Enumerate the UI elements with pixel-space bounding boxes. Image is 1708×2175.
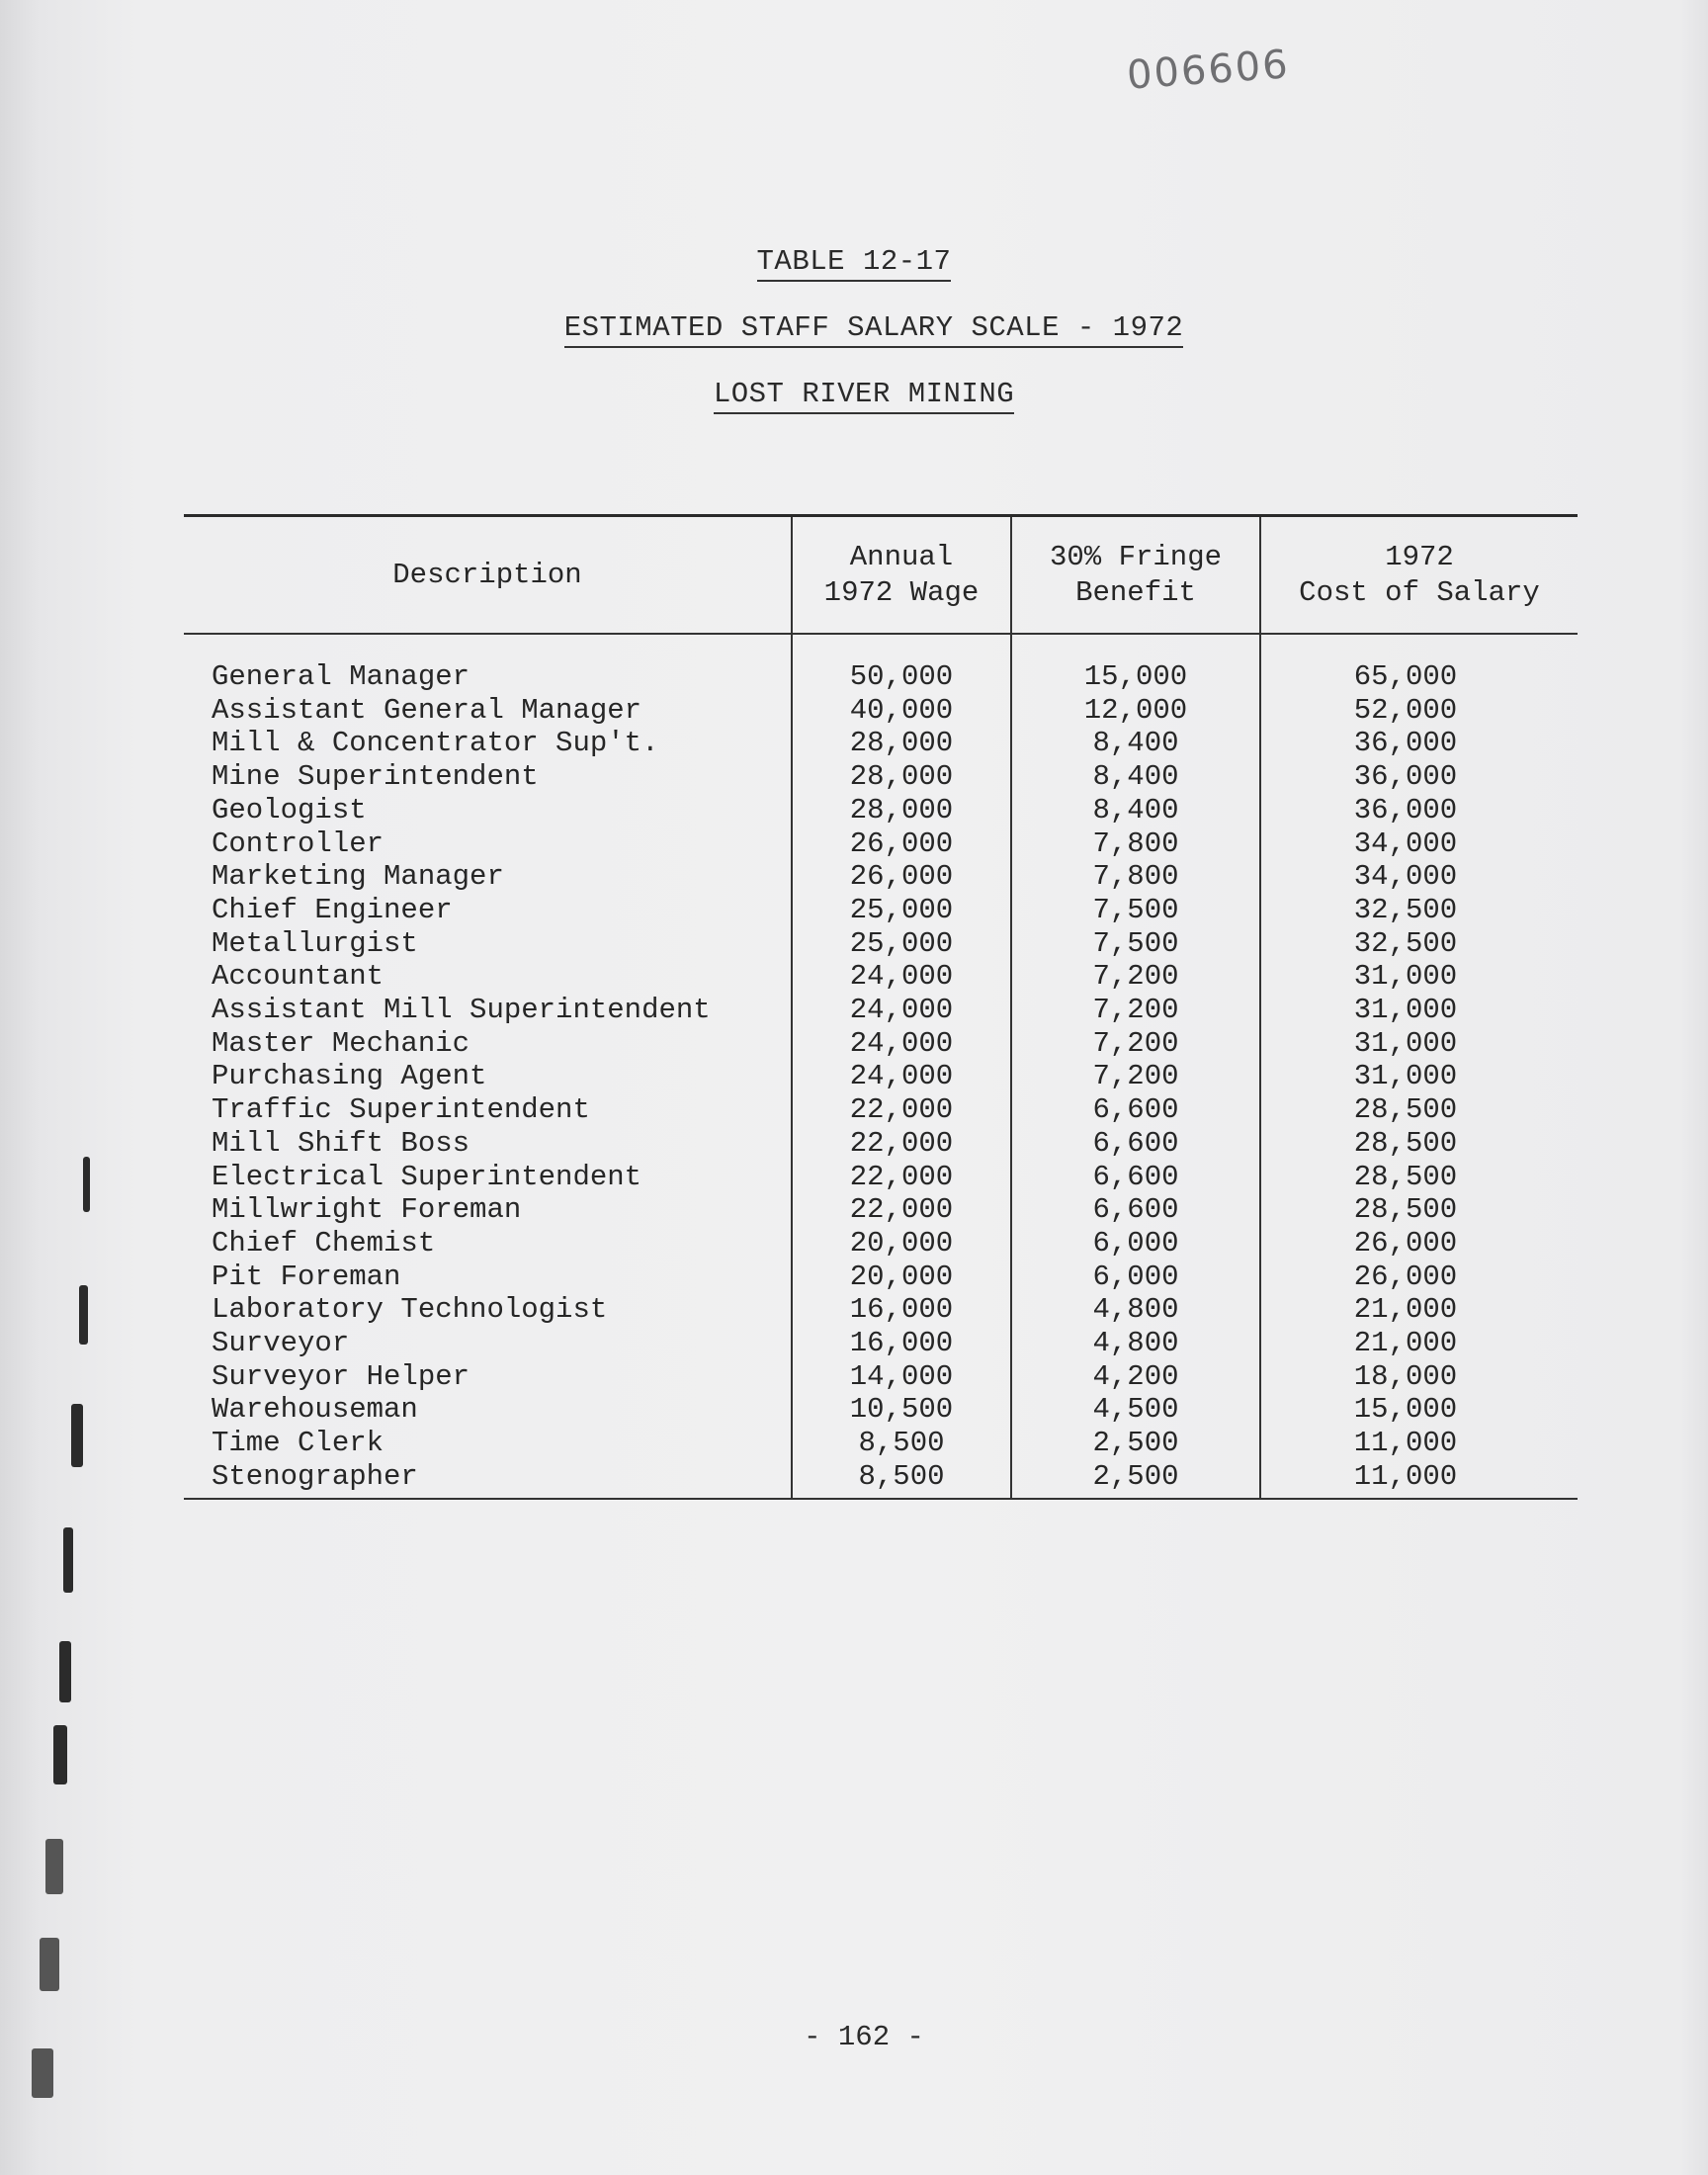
table-row <box>184 1027 1578 1061</box>
cell-annual-wage: 28,000 <box>792 760 1011 794</box>
cell-description: Assistant General Manager <box>212 693 642 727</box>
table-row <box>184 960 1578 994</box>
cell-cost-of-salary: 36,000 <box>1260 794 1578 827</box>
cell-description: Metallurgist <box>212 926 418 960</box>
cell-cost-of-salary: 52,000 <box>1260 694 1578 728</box>
header-description: Description <box>184 516 792 635</box>
cell-description: Mill Shift Boss <box>212 1126 470 1160</box>
cell-cost-of-salary: 15,000 <box>1260 1393 1578 1427</box>
cell-fringe-benefit: 7,200 <box>1011 960 1260 994</box>
cell-description: Time Clerk <box>212 1427 384 1460</box>
cell-description: Surveyor Helper <box>212 1359 470 1393</box>
table-row <box>184 1460 1578 1499</box>
cell-cost-of-salary: 32,500 <box>1260 927 1578 961</box>
cell-cost-of-salary: 31,000 <box>1260 994 1578 1027</box>
cell-annual-wage: 16,000 <box>792 1293 1011 1327</box>
cell-cost-of-salary: 32,500 <box>1260 894 1578 927</box>
binding-mark <box>79 1285 88 1345</box>
binding-mark <box>53 1725 67 1784</box>
cell-description: Geologist <box>212 793 367 826</box>
cell-annual-wage: 24,000 <box>792 960 1011 994</box>
cell-cost-of-salary: 21,000 <box>1260 1293 1578 1327</box>
page-number: - 162 - <box>804 2021 924 2053</box>
table-row <box>184 1360 1578 1394</box>
cell-description: Mill & Concentrator Sup't. <box>212 727 659 760</box>
cell-fringe-benefit: 7,800 <box>1011 827 1260 861</box>
handwritten-document-number: 006606 <box>1125 42 1292 99</box>
cell-annual-wage: 28,000 <box>792 794 1011 827</box>
cell-description: Electrical Superintendent <box>212 1160 642 1193</box>
cell-fringe-benefit: 15,000 <box>1011 634 1260 694</box>
cell-annual-wage: 14,000 <box>792 1360 1011 1394</box>
binding-mark <box>32 2048 53 2098</box>
table-row <box>184 1193 1578 1227</box>
table-row <box>184 760 1578 794</box>
table-row <box>184 1060 1578 1093</box>
cell-description: Master Mechanic <box>212 1026 470 1060</box>
cell-fringe-benefit: 7,200 <box>1011 994 1260 1027</box>
cell-annual-wage: 24,000 <box>792 1060 1011 1093</box>
cell-annual-wage: 20,000 <box>792 1227 1011 1261</box>
header-annual-wage: Annual 1972 Wage <box>792 516 1011 635</box>
cell-fringe-benefit: 6,600 <box>1011 1193 1260 1227</box>
cell-fringe-benefit: 6,600 <box>1011 1093 1260 1127</box>
cell-annual-wage: 8,500 <box>792 1460 1011 1499</box>
table-row <box>184 1093 1578 1127</box>
cell-annual-wage: 24,000 <box>792 1027 1011 1061</box>
cell-fringe-benefit: 8,400 <box>1011 760 1260 794</box>
cell-annual-wage: 22,000 <box>792 1193 1011 1227</box>
cell-cost-of-salary: 28,500 <box>1260 1093 1578 1127</box>
cell-fringe-benefit: 6,000 <box>1011 1261 1260 1294</box>
cell-fringe-benefit: 7,200 <box>1011 1027 1260 1061</box>
cell-description: Traffic Superintendent <box>212 1093 590 1127</box>
cell-cost-of-salary: 31,000 <box>1260 1060 1578 1093</box>
cell-annual-wage: 24,000 <box>792 994 1011 1027</box>
cell-description: Purchasing Agent <box>212 1060 487 1093</box>
cell-cost-of-salary: 34,000 <box>1260 860 1578 894</box>
cell-description: Chief Chemist <box>212 1226 436 1260</box>
cell-fringe-benefit: 7,500 <box>1011 927 1260 961</box>
table-row <box>184 794 1578 827</box>
table-title-text: ESTIMATED STAFF SALARY SCALE - 1972 <box>564 311 1184 348</box>
cell-cost-of-salary: 65,000 <box>1260 634 1578 694</box>
cell-fringe-benefit: 2,500 <box>1011 1427 1260 1460</box>
cell-annual-wage: 8,500 <box>792 1427 1011 1460</box>
binding-mark <box>59 1641 71 1702</box>
binding-mark <box>63 1527 73 1593</box>
table-row <box>184 1327 1578 1360</box>
cell-cost-of-salary: 28,500 <box>1260 1127 1578 1161</box>
cell-description: Chief Engineer <box>212 893 453 926</box>
cell-fringe-benefit: 6,000 <box>1011 1227 1260 1261</box>
cell-cost-of-salary: 26,000 <box>1260 1227 1578 1261</box>
cell-annual-wage: 26,000 <box>792 860 1011 894</box>
table-row <box>184 927 1578 961</box>
cell-description: Stenographer <box>184 1460 792 1499</box>
cell-description: Controller <box>212 826 384 860</box>
cell-fringe-benefit: 6,600 <box>1011 1161 1260 1194</box>
binding-mark <box>45 1839 63 1894</box>
table-row <box>184 1227 1578 1261</box>
cell-description: Mine Superintendent <box>212 760 539 794</box>
cell-fringe-benefit: 7,500 <box>1011 894 1260 927</box>
table-number <box>0 245 1708 278</box>
cell-description: Marketing Manager <box>212 860 504 894</box>
cell-cost-of-salary: 36,000 <box>1260 760 1578 794</box>
table-row <box>184 694 1578 728</box>
table-body <box>184 634 1578 1499</box>
cell-annual-wage: 22,000 <box>792 1127 1011 1161</box>
cell-description: Assistant Mill Superintendent <box>212 994 711 1027</box>
cell-cost-of-salary: 26,000 <box>1260 1261 1578 1294</box>
cell-description: General Manager <box>212 660 470 693</box>
cell-cost-of-salary: 36,000 <box>1260 727 1578 760</box>
cell-annual-wage: 22,000 <box>792 1161 1011 1194</box>
header-fringe-benefit: 30% Fringe Benefit <box>1011 516 1260 635</box>
cell-fringe-benefit: 7,800 <box>1011 860 1260 894</box>
cell-cost-of-salary: 28,500 <box>1260 1193 1578 1227</box>
cell-cost-of-salary: 11,000 <box>1260 1460 1578 1499</box>
cell-cost-of-salary: 11,000 <box>1260 1427 1578 1460</box>
table-row <box>184 1293 1578 1327</box>
cell-cost-of-salary: 31,000 <box>1260 1027 1578 1061</box>
table-title <box>0 311 1708 344</box>
table-header-row <box>184 516 1578 635</box>
cell-fringe-benefit: 8,400 <box>1011 794 1260 827</box>
table-subtitle-text: LOST RIVER MINING <box>714 378 1014 414</box>
cell-annual-wage: 26,000 <box>792 827 1011 861</box>
cell-fringe-benefit: 4,500 <box>1011 1393 1260 1427</box>
cell-cost-of-salary: 31,000 <box>1260 960 1578 994</box>
cell-description: Surveyor <box>212 1327 350 1360</box>
table-row <box>184 727 1578 760</box>
cell-annual-wage: 25,000 <box>792 894 1011 927</box>
binding-mark <box>71 1404 83 1467</box>
cell-description: Warehouseman <box>212 1393 418 1427</box>
table-row <box>184 1161 1578 1194</box>
table-row <box>184 1427 1578 1460</box>
table-row <box>184 894 1578 927</box>
table-row <box>184 1393 1578 1427</box>
cell-fringe-benefit: 6,600 <box>1011 1127 1260 1161</box>
cell-description: Laboratory Technologist <box>212 1293 608 1327</box>
cell-cost-of-salary: 28,500 <box>1260 1161 1578 1194</box>
cell-fringe-benefit: 12,000 <box>1011 694 1260 728</box>
cell-annual-wage: 20,000 <box>792 1261 1011 1294</box>
cell-description: Millwright Foreman <box>212 1193 522 1227</box>
table-row <box>184 1127 1578 1161</box>
cell-fringe-benefit: 7,200 <box>1011 1060 1260 1093</box>
table-row <box>184 860 1578 894</box>
table-row <box>184 634 1578 694</box>
salary-table <box>184 514 1578 1500</box>
header-cost-of-salary: 1972 Cost of Salary <box>1260 516 1578 635</box>
binding-mark <box>40 1938 59 1991</box>
cell-fringe-benefit: 4,800 <box>1011 1293 1260 1327</box>
table-row <box>184 827 1578 861</box>
cell-annual-wage: 50,000 <box>792 634 1011 694</box>
cell-cost-of-salary: 34,000 <box>1260 827 1578 861</box>
cell-description: Pit Foreman <box>212 1260 401 1293</box>
table-row <box>184 1261 1578 1294</box>
cell-fringe-benefit: 4,200 <box>1011 1360 1260 1394</box>
cell-annual-wage: 28,000 <box>792 727 1011 760</box>
table-row <box>184 994 1578 1027</box>
cell-cost-of-salary: 18,000 <box>1260 1360 1578 1394</box>
cell-annual-wage: 25,000 <box>792 927 1011 961</box>
cell-cost-of-salary: 21,000 <box>1260 1327 1578 1360</box>
cell-fringe-benefit: 8,400 <box>1011 727 1260 760</box>
cell-description: Accountant <box>212 960 384 994</box>
binding-mark <box>83 1157 90 1212</box>
cell-fringe-benefit: 4,800 <box>1011 1327 1260 1360</box>
cell-annual-wage: 16,000 <box>792 1327 1011 1360</box>
cell-fringe-benefit: 2,500 <box>1011 1460 1260 1499</box>
table-subtitle <box>0 378 1708 410</box>
cell-annual-wage: 10,500 <box>792 1393 1011 1427</box>
table-number-text: TABLE 12-17 <box>757 245 952 282</box>
cell-annual-wage: 22,000 <box>792 1093 1011 1127</box>
cell-annual-wage: 40,000 <box>792 694 1011 728</box>
